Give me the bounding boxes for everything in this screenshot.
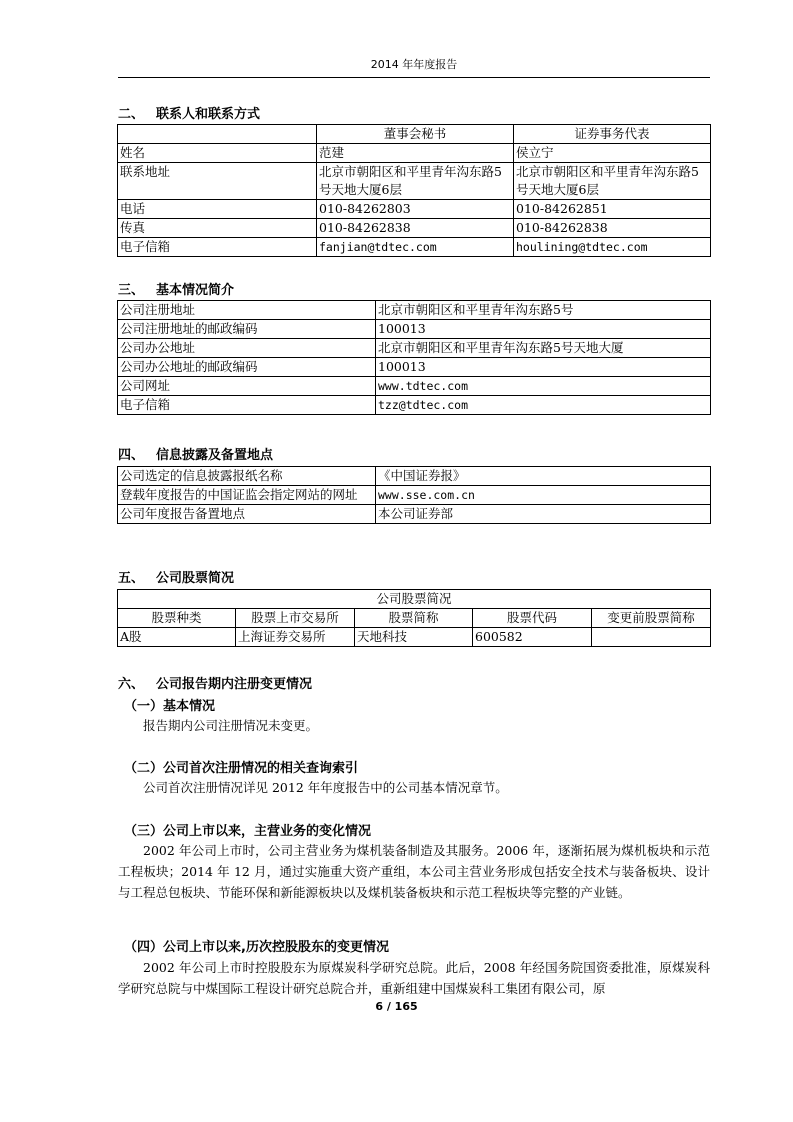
table-cell: 电子信箱 (118, 396, 376, 415)
section-number: 三、 (118, 283, 145, 298)
table-cell: 董事会秘书 (317, 125, 514, 144)
table-cell: A股 (118, 628, 236, 647)
table-header-row (118, 609, 711, 628)
table-cell: 010-84262851 (514, 200, 711, 219)
table-cell: 本公司证券部 (376, 505, 711, 524)
contacts-table (117, 124, 711, 257)
paragraph: 公司首次注册情况详见 2012 年年度报告中的公司基本情况章节。 (143, 780, 508, 795)
table-cell: 证券事务代表 (514, 125, 711, 144)
table-cell: 北京市朝阳区和平里青年沟东路5号天地大厦 (376, 339, 711, 358)
email-link[interactable]: fanjian@tdtec.com (317, 238, 514, 257)
table-cell: 侯立宁 (514, 144, 711, 163)
table-cell: 北京市朝阳区和平里青年沟东路5号天地大厦6层 (514, 163, 711, 200)
section-heading-disclosure (118, 444, 273, 463)
table-cell: 登载年度报告的中国证监会指定网站的网址 (118, 486, 376, 505)
table-cell: 上海证券交易所 (236, 628, 355, 647)
table-cell: 100013 (376, 358, 711, 377)
table-row (118, 358, 711, 377)
section-number: 四、 (118, 448, 145, 463)
table-cell: 公司注册地址 (118, 301, 376, 320)
table-cell: 电话 (118, 200, 317, 219)
table-cell: 公司网址 (118, 377, 376, 396)
subsection-title: （一）基本情况 (124, 699, 216, 714)
table-cell (592, 628, 711, 647)
table-row (118, 628, 711, 647)
section-title: 公司报告期内注册变更情况 (156, 677, 313, 692)
table-cell: 范建 (317, 144, 514, 163)
section-heading-stock (118, 567, 234, 586)
section-title: 信息披露及备置地点 (156, 448, 274, 463)
section-number: 六、 (118, 677, 145, 692)
table-cell: 电子信箱 (118, 238, 317, 257)
paragraph: 2002 年公司上市时，公司主营业务为煤机装备制造及其服务。2006 年，逐渐拓展为煤机板块和示范工程板块；2014 年 12 月，通过实施重大资产重组，本公司主营业务形成包括安全技术与装备板块、设计与工程总包板块、节能环保和新能源板块以及煤机装备板块和示范工程板块等完整的产业链。 (118, 843, 710, 900)
subsection-title: （四）公司上市以来,历次控股股东的变更情况 (124, 940, 389, 955)
table-cell: 股票简称 (355, 609, 473, 628)
table-row (118, 144, 711, 163)
section-title: 基本情况简介 (156, 283, 235, 298)
table-cell: 北京市朝阳区和平里青年沟东路5号 (376, 301, 711, 320)
table-row (118, 377, 711, 396)
page-number: 6 / 165 (375, 1000, 418, 1013)
table-caption: 公司股票简况 (118, 590, 711, 609)
section-heading-registration (118, 673, 312, 692)
stock-table (117, 589, 711, 647)
page-header: 2014 年年度报告 (118, 56, 710, 78)
table-cell: 公司注册地址的邮政编码 (118, 320, 376, 339)
table-row (118, 238, 711, 257)
table-row (118, 486, 711, 505)
table-cell (118, 125, 317, 144)
table-cell: 股票上市交易所 (236, 609, 355, 628)
paragraph: 2002 年公司上市时控股股东为原煤炭科学研究总院。此后，2008 年经国务院国资委批准，原煤炭科学研究总院与中煤国际工程设计研究总院合并，重新组建中国煤炭科工集团有限公司，原 (118, 960, 710, 996)
table-cell: 北京市朝阳区和平里青年沟东路5号天地大厦6层 (317, 163, 514, 200)
subsection-title: （三）公司上市以来，主营业务的变化情况 (124, 824, 372, 839)
email-link[interactable]: tzz@tdtec.com (376, 396, 711, 415)
table-cell: 公司选定的信息披露报纸名称 (118, 467, 376, 486)
website-link[interactable]: www.sse.com.cn (376, 486, 711, 505)
table-cell: 传真 (118, 219, 317, 238)
email-link[interactable]: houlining@tdtec.com (514, 238, 711, 257)
table-cell: 600582 (473, 628, 592, 647)
section-heading-basic-info (118, 279, 234, 298)
paragraph: 报告期内公司注册情况未变更。 (143, 718, 319, 733)
table-row (118, 200, 711, 219)
table-cell: 公司办公地址 (118, 339, 376, 358)
table-cell: 010-84262838 (317, 219, 514, 238)
table-row (118, 467, 711, 486)
table-cell: 公司办公地址的邮政编码 (118, 358, 376, 377)
table-cell: 股票种类 (118, 609, 236, 628)
table-cell: 股票代码 (473, 609, 592, 628)
section-heading-contacts (118, 103, 260, 122)
table-row (118, 396, 711, 415)
section-number: 五、 (118, 571, 145, 586)
table-row (118, 339, 711, 358)
table-caption-row (118, 590, 711, 609)
table-row (118, 219, 711, 238)
table-cell: 姓名 (118, 144, 317, 163)
website-link[interactable]: www.tdtec.com (376, 377, 711, 396)
section-title: 联系人和联系方式 (156, 107, 261, 122)
table-row (118, 505, 711, 524)
table-header-row (118, 125, 711, 144)
table-row (118, 320, 711, 339)
table-row (118, 163, 711, 200)
section-number: 二、 (118, 107, 145, 122)
disclosure-table (117, 466, 711, 524)
basic-info-table (117, 300, 711, 415)
table-cell: 变更前股票简称 (592, 609, 711, 628)
subsection-title: （二）公司首次注册情况的相关查询索引 (124, 761, 359, 776)
table-cell: 100013 (376, 320, 711, 339)
section-title: 公司股票简况 (156, 571, 235, 586)
table-cell: 《中国证券报》 (376, 467, 711, 486)
table-cell: 联系地址 (118, 163, 317, 200)
table-cell: 天地科技 (355, 628, 473, 647)
table-row (118, 301, 711, 320)
table-cell: 010-84262803 (317, 200, 514, 219)
table-cell: 010-84262838 (514, 219, 711, 238)
table-cell: 公司年度报告备置地点 (118, 505, 376, 524)
